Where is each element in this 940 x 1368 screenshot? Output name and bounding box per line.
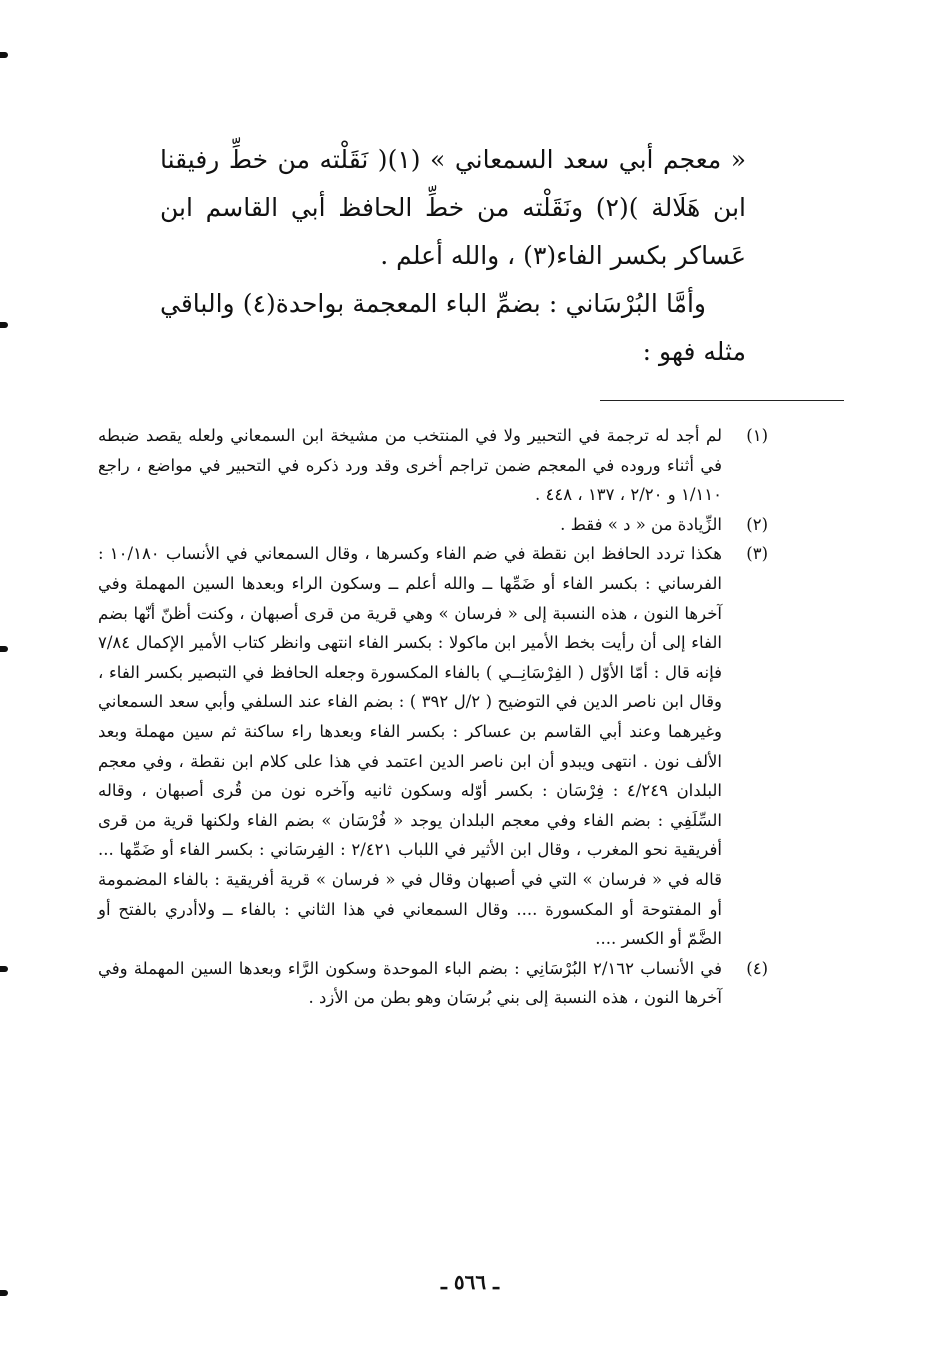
- footnote-number: (٣): [746, 544, 768, 564]
- scan-edge-mark: [0, 52, 8, 58]
- footnote: [98, 539, 768, 953]
- scan-edge-mark: [0, 646, 8, 652]
- main-paragraph-1: « معجم أبي سعد السمعاني » (١)( نَقَلْته من خطِّ رفيقنا ابن هَلَالة )(٢) ونَقَلْته من خطِّ الحافظ أبي القاسم ابن عَساكر بكسر الفاء(٣) ، والله أعلم .: [160, 145, 746, 270]
- footnote: [98, 510, 768, 540]
- footnotes: [98, 421, 768, 1013]
- footnote-number: (٤): [746, 958, 768, 978]
- scan-edge-mark: [0, 966, 8, 972]
- footnote-text: في الأنساب ٢/١٦٢ البُرْسَانِي : بضم الباء الموحدة وسكون الرَّاء وبعدها السين المهملة وفي آخرها النون ، هذه النسبة إلى بني بُرسَان وهو بطن من الأزد .: [98, 958, 722, 1008]
- page-number: ـ ٥٦٦ ـ: [441, 1270, 499, 1294]
- footnote-text: الزِّيادة من « د » فقط .: [560, 514, 722, 534]
- footnote-divider: [600, 400, 844, 401]
- footnote-number: (٢): [746, 514, 768, 534]
- scan-edge-mark: [0, 322, 8, 328]
- footnote: [98, 421, 768, 510]
- footnote-text: لم أجد له ترجمة في التحبير ولا في المنتخب من مشيخة ابن السمعاني ولعله يقصد ضبطه في أثناء وروده في المعجم ضمن تراجم أخرى وقد ورد ذكره في التحبير في مواضع ، راجع ١/١١٠ و ٢/٢٠ ، ١٣٧ ، ٤٤٨ .: [98, 426, 722, 505]
- main-paragraph-2: وأمَّا البُرْسَاني : بضمِّ الباء المعجمة بواحدة(٤) والباقي مثله فهو :: [160, 289, 746, 366]
- footnote-number: (١): [746, 426, 768, 445]
- footnote: [98, 954, 768, 1013]
- main-text: [160, 136, 746, 376]
- footnote-text: هكذا تردد الحافظ ابن نقطة في ضم الفاء وكسرها ، وقال السمعاني في الأنساب ١٠/١٨٠ : الفرساني : بكسر الفاء أو ضَمِّها ــ والله أعلم ــ وسكون الراء وبعدها السين المهملة وفي آخرها النون ، هذه النسبة إلى « فرسان » وهي قرية من قرى أصبهان ، وكنت أظنّ أنّها بضم الفاء إلى أن رأيت بخط الأمير ابن ماكولا : بكسر الفاء انتهى وانظر كتاب الأمير الإكمال ٧/٨٤ فإنه قال : أمّا الأوّل ( الفِرْسَانِــي ) بالفاء المكسورة وجعله الحافظ في التبصير بكسر الفاء ، وقال ابن ناصر الدين في التوضيح ( ٢/ل ٣٩٢ ) : بضم الفاء عند السلفي وأبي سعد السمعاني وغيرهما وعند أبي القاسم بن عساكر : بكسر الفاء وبعدها راء ساكنة ثم سين مهملة وبعد الألف نون . انتهى ويبدو أن ابن ناصر الدين اعتمد في هذا على كلام ابن نقطة ، وفي معجم البلدان ٤/٢٤٩ : فِرْسَان : بكسر أوّله وسكون ثانيه وآخره نون من قُرى أصبهان ، وقاله السِّلَفِي : بضم الفاء وفي معجم البلدان يوجد « فُرْسَان » بضم الفاء ولكنها قرية من قرى أفريقية نحو المغرب ، وقال ابن الأثير في اللباب ٢/٤٢١ : الفِرسَاني : بكسر الفاء أو ضَمِّها ... قاله في « فرسان » التي في أصبهان وقال في « فرسان » قرية أفريقية : بالفاء المضمومة أو المفتوحة أو المكسورة .... وقال السمعاني في هذا الثاني : بالفاء ــ ولاأدري بالفتح أو الضَّمّ أو الكسر ....: [98, 544, 723, 949]
